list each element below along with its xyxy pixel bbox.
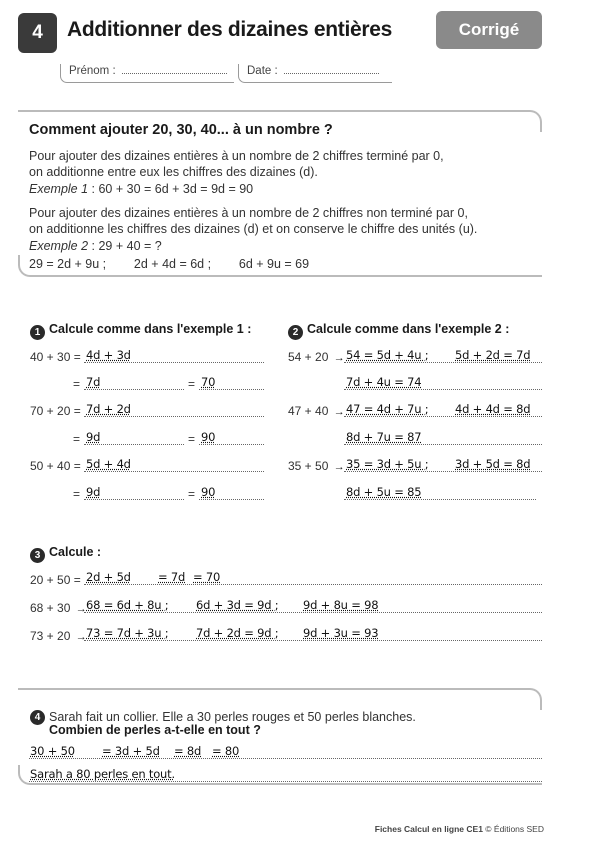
ex2-line xyxy=(344,362,542,363)
ex2-c1[interactable]: 7d + 4u = 74 xyxy=(346,375,422,389)
ex1-q3: 50 + 40 = xyxy=(30,459,81,473)
ex3-c3[interactable]: 9d + 3u = 93 xyxy=(303,626,379,640)
problem-line xyxy=(29,781,542,782)
date-dots xyxy=(284,64,379,74)
lesson-p2-line2: on additionne les chiffres des dizaines (d) et on conserve le chiffre des unités (u). xyxy=(29,222,478,236)
ex3-b1[interactable]: = 7d xyxy=(158,570,186,584)
lesson-p1-line2: on additionne entre eux les chiffres des dizaines (d). xyxy=(29,165,318,179)
ex2-line xyxy=(344,416,542,417)
ex2-b2[interactable]: 4d + 4d = 8d xyxy=(455,402,531,416)
ex2-q3 xyxy=(288,459,345,473)
ex3-q2 xyxy=(30,601,87,615)
exercise-4-badge xyxy=(30,705,49,725)
example-1 xyxy=(29,181,253,197)
ex2-q1 xyxy=(288,350,345,364)
problem-frame-top xyxy=(18,688,542,710)
ex1-c1[interactable]: 70 xyxy=(201,375,216,389)
ex1-eq2: = xyxy=(188,487,196,501)
arrow-right-icon: → xyxy=(333,406,345,418)
problem-step2[interactable]: = 8d xyxy=(174,744,202,758)
example-2-steps: 29 = 2d + 9u ; 2d + 4d = 6d ; 6d + 9u = 69 xyxy=(29,257,310,271)
exercise-3-title xyxy=(30,545,101,563)
ex3-line xyxy=(84,640,542,641)
ex1-eq: = xyxy=(73,377,81,391)
arrow-right-icon: → xyxy=(333,461,345,473)
ex1-c3[interactable]: 90 xyxy=(201,485,216,499)
ex1-line xyxy=(84,471,264,472)
arrow-right-icon: → xyxy=(333,352,345,364)
ex1-c2[interactable]: 90 xyxy=(201,430,216,444)
ex1-eq2: = xyxy=(188,377,196,391)
example-1-text: : 60 + 30 = 6d + 3d = 9d = 90 xyxy=(88,182,254,196)
ex2-b3[interactable]: 3d + 5d = 8d xyxy=(455,457,531,471)
date-label: Date : xyxy=(247,65,278,77)
ex3-c1[interactable]: = 70 xyxy=(193,570,221,584)
ex3-b2[interactable]: 6d + 3d = 9d ; xyxy=(196,598,279,612)
ex2-q3-text: 35 + 50 xyxy=(288,459,329,473)
ex1-eq2: = xyxy=(188,432,196,446)
corrige-text: Corrigé xyxy=(458,20,520,39)
ex2-line xyxy=(344,471,542,472)
ex1-line xyxy=(84,416,264,417)
exercise-1-heading: Calcule comme dans l'exemple 1 : xyxy=(49,322,252,336)
problem-step1[interactable]: = 3d + 5d xyxy=(102,744,160,758)
ex1-eq: = xyxy=(73,432,81,446)
ex3-q3-text: 73 + 20 xyxy=(30,629,71,643)
ex3-q3 xyxy=(30,629,87,643)
ex3-line xyxy=(84,612,542,613)
ex1-line xyxy=(199,389,264,390)
prenom-dots xyxy=(122,64,227,74)
ex3-q1: 20 + 50 = xyxy=(30,573,81,587)
exercise-1-number: 1 xyxy=(30,325,45,340)
example-1-label: Exemple 1 xyxy=(29,182,89,196)
problem-op[interactable]: 30 + 50 xyxy=(30,744,75,758)
problem-answer[interactable]: Sarah a 80 perles en tout. xyxy=(30,767,175,781)
exercise-3-number: 3 xyxy=(30,548,45,563)
problem-line xyxy=(29,758,542,759)
sheet-number: 4 xyxy=(32,22,43,43)
ex2-q1-text: 54 + 20 xyxy=(288,350,329,364)
ex1-line xyxy=(199,499,264,500)
ex1-b1[interactable]: 7d xyxy=(86,375,101,389)
ex2-b1[interactable]: 5d + 2d = 7d xyxy=(455,348,531,362)
ex1-q1: 40 + 30 = xyxy=(30,350,81,364)
exercise-3-heading: Calcule : xyxy=(49,545,102,559)
example-2-label: Exemple 2 xyxy=(29,239,89,253)
ex1-eq: = xyxy=(73,487,81,501)
ex3-c2[interactable]: 9d + 8u = 98 xyxy=(303,598,379,612)
prenom-field[interactable] xyxy=(60,64,234,83)
ex1-a3[interactable]: 5d + 4d xyxy=(86,457,131,471)
exercise-2-heading: Calcule comme dans l'exemple 2 : xyxy=(307,322,510,336)
footer xyxy=(375,824,544,834)
ex2-c3[interactable]: 8d + 5u = 85 xyxy=(346,485,422,499)
corrige-label xyxy=(436,11,542,49)
lesson-p1-line1: Pour ajouter des dizaines entières à un nombre de 2 chiffres terminé par 0, xyxy=(29,149,444,163)
example-2 xyxy=(29,238,162,254)
ex2-q2-text: 47 + 40 xyxy=(288,404,329,418)
ex3-q2-text: 68 + 30 xyxy=(30,601,71,615)
sheet-number-badge xyxy=(18,13,57,53)
ex3-a1[interactable]: 2d + 5d xyxy=(86,570,131,584)
footer-copyright: © Éditions SED xyxy=(482,824,544,834)
ex3-line xyxy=(84,584,542,585)
ex2-line xyxy=(344,444,542,445)
ex3-a2[interactable]: 68 = 6d + 8u ; xyxy=(86,598,169,612)
lesson-paragraph-2 xyxy=(29,205,544,237)
lesson-paragraph-1 xyxy=(29,148,544,180)
ex1-line xyxy=(84,444,184,445)
ex1-b3[interactable]: 9d xyxy=(86,485,101,499)
ex2-a1[interactable]: 54 = 5d + 4u ; xyxy=(346,348,429,362)
arrow-right-icon: → xyxy=(75,631,87,643)
exercise-2-title xyxy=(288,322,509,340)
ex2-a2[interactable]: 47 = 4d + 7u ; xyxy=(346,402,429,416)
ex3-a3[interactable]: 73 = 7d + 3u ; xyxy=(86,626,169,640)
problem-question: Combien de perles a-t-elle en tout ? xyxy=(49,723,261,737)
footer-title: Fiches Calcul en ligne CE1 xyxy=(374,824,483,834)
page-title: Additionner des dizaines entières xyxy=(67,18,393,41)
lesson-p2-line1: Pour ajouter des dizaines entières à un nombre de 2 chiffres non terminé par 0, xyxy=(29,206,468,220)
example-2-text: : 29 + 40 = ? xyxy=(88,239,162,253)
ex1-line xyxy=(84,389,184,390)
ex1-line xyxy=(84,499,184,500)
ex1-b2[interactable]: 9d xyxy=(86,430,101,444)
ex2-q2 xyxy=(288,404,345,418)
ex3-b3[interactable]: 7d + 2d = 9d ; xyxy=(196,626,279,640)
lesson-heading: Comment ajouter 20, 30, 40... à un nombre ? xyxy=(29,122,333,138)
arrow-right-icon: → xyxy=(75,603,87,615)
ex2-c2[interactable]: 8d + 7u = 87 xyxy=(346,430,422,444)
problem-step3[interactable]: = 80 xyxy=(212,744,240,758)
ex2-line xyxy=(344,499,536,500)
ex1-line xyxy=(84,362,264,363)
ex1-a2[interactable]: 7d + 2d xyxy=(86,402,131,416)
problem-text: Sarah fait un collier. Elle a 30 perles rouges et 50 perles blanches. xyxy=(49,710,416,724)
ex1-q2: 70 + 20 = xyxy=(30,404,81,418)
prenom-label: Prénom : xyxy=(69,65,116,77)
ex1-a1[interactable]: 4d + 3d xyxy=(86,348,131,362)
ex1-line xyxy=(199,444,264,445)
date-field[interactable] xyxy=(238,64,392,83)
exercise-1-title xyxy=(30,322,251,340)
exercise-2-number: 2 xyxy=(288,325,303,340)
exercise-4-number: 4 xyxy=(30,710,45,725)
ex2-line xyxy=(344,389,542,390)
ex2-a3[interactable]: 35 = 3d + 5u ; xyxy=(346,457,429,471)
